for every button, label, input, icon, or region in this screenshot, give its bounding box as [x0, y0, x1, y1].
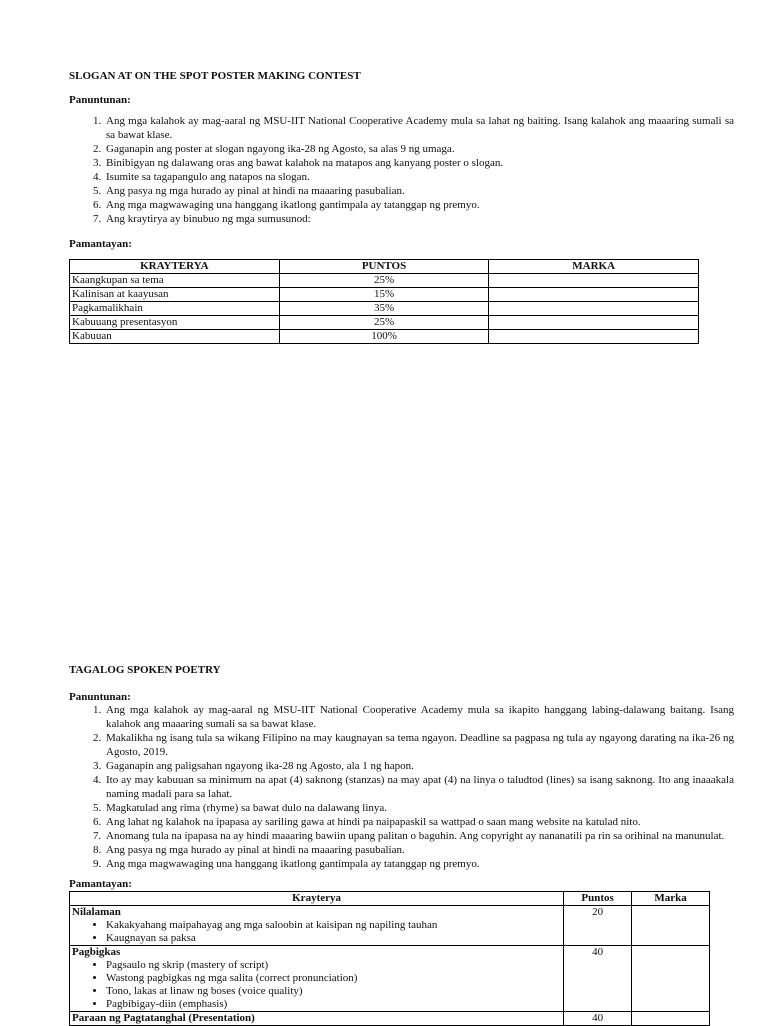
- list-item: 8. Ang pasya ng mga hurado ay pinal at hindi na maaaring pasubalian.: [104, 843, 734, 857]
- criteria-cell: [70, 1012, 564, 1026]
- table-cell: 100%: [279, 330, 489, 344]
- table-header-cell: KRAYTERYA: [70, 260, 280, 274]
- section2-rules-list: [69, 703, 734, 871]
- list-item: • Tono, lakas at linaw ng boses (voice quality): [106, 985, 561, 998]
- criteria-category: Pagbigkas: [72, 946, 121, 958]
- table-cell: [489, 288, 699, 302]
- table-header-cell: MARKA: [489, 260, 699, 274]
- list-item: • Pagsaulo ng skrip (mastery of script): [106, 959, 561, 972]
- list-item: 4. Ito ay may kabuuan sa minimum na apat (4) saknong (stanzas) na may apat (4) na linya o taludtod (lines) sa isang saknong. Ito ang inaaakala naming madali para sa lahat.: [104, 773, 734, 801]
- table-row: [70, 906, 710, 946]
- criteria-items: [72, 959, 561, 1011]
- table-cell: Kalinisan at kaayusan: [70, 288, 280, 302]
- table-row: [70, 274, 699, 288]
- criteria-category: Nilalaman: [72, 906, 121, 918]
- list-item: 9. Ang mga magwawaging una hanggang ikatlong gantimpala ay tatanggap ng premyo.: [104, 857, 734, 871]
- list-item: 1. Ang mga kalahok ay mag-aaral ng MSU-IIT National Cooperative Academy mula sa lahat ng baiting. Isang kalahok ang maaaring sumali sa sa bawat klase.: [104, 114, 734, 142]
- list-item: 5. Ang pasya ng mga hurado ay pinal at hindi na maaaring pasubalian.: [104, 184, 734, 198]
- table-row: [70, 288, 699, 302]
- criteria-cell: [70, 906, 564, 946]
- score-cell: [632, 946, 710, 1012]
- table-header-row: [70, 260, 699, 274]
- list-item: 2. Gaganapin ang poster at slogan ngayong ika-28 ng Agosto, sa alas 9 ng umaga.: [104, 142, 734, 156]
- section1-rules-heading: Panuntunan:: [69, 94, 131, 106]
- table-row: [70, 1012, 710, 1026]
- section2-title: TAGALOG SPOKEN POETRY: [69, 664, 221, 676]
- table-header-cell: PUNTOS: [279, 260, 489, 274]
- list-item: 3. Gaganapin ang paligsahan ngayong ika-28 ng Agosto, ala 1 ng hapon.: [104, 759, 734, 773]
- table-cell: [489, 302, 699, 316]
- list-item: 1. Ang mga kalahok ay mag-aaral ng MSU-IIT National Cooperative Academy mula sa ikapito hanggang labing-dalawang baitang. Isang kalahok ang maaaring sumali sa sa bawat klase.: [104, 703, 734, 731]
- table-row: [70, 946, 710, 1012]
- score-cell: [632, 1012, 710, 1026]
- list-item: 7. Anomang tula na ipapasa na ay hindi maaaring bawiin upang palitan o baguhin. Ang copyright ay nananatili pa rin sa orihinal na manunulat.: [104, 829, 734, 843]
- points-cell: 40: [564, 1012, 632, 1026]
- table-cell: 25%: [279, 316, 489, 330]
- criteria-category: Paraan ng Pagtatanghal (Presentation): [72, 1012, 255, 1024]
- table-cell: [489, 330, 699, 344]
- list-item: 4. Isumite sa tagapangulo ang natapos na slogan.: [104, 170, 734, 184]
- section2-criteria-table: [69, 891, 710, 1026]
- list-item: 2. Makalikha ng isang tula sa wikang Filipino na may kaugnayan sa tema ngayon. Deadline sa pagpasa ng tula ay ngayong darating na ika-26 ng Agosto, 2019.: [104, 731, 734, 759]
- table-cell: 35%: [279, 302, 489, 316]
- section1-rules-list: [69, 114, 734, 226]
- table-header-cell: Marka: [632, 892, 710, 906]
- table-cell: Kaangkupan sa tema: [70, 274, 280, 288]
- table-row: [70, 316, 699, 330]
- points-cell: 40: [564, 946, 632, 1012]
- list-item: • Pagbibigay-diin (emphasis): [106, 998, 561, 1011]
- table-cell: Kabuuang presentasyon: [70, 316, 280, 330]
- table-cell: Pagkamalikhain: [70, 302, 280, 316]
- list-item: • Kaugnayan sa paksa: [106, 932, 561, 945]
- table-cell: 15%: [279, 288, 489, 302]
- criteria-cell: [70, 946, 564, 1012]
- score-cell: [632, 906, 710, 946]
- table-cell: [489, 316, 699, 330]
- list-item: 6. Ang mga magwawaging una hanggang ikatlong gantimpala ay tatanggap ng premyo.: [104, 198, 734, 212]
- table-row: [70, 330, 699, 344]
- points-cell: 20: [564, 906, 632, 946]
- list-item: 6. Ang lahat ng kalahok na ipapasa ay sariling gawa at hindi pa naipapaskil sa wattpad o saan mang website na katulad nito.: [104, 815, 734, 829]
- list-item: 7. Ang kraytirya ay binubuo ng mga sumusunod:: [104, 212, 734, 226]
- table-header-cell: Krayterya: [70, 892, 564, 906]
- criteria-items: [72, 919, 561, 945]
- table-cell: 25%: [279, 274, 489, 288]
- list-item: 3. Binibigyan ng dalawang oras ang bawat kalahok na matapos ang kanyang poster o slogan.: [104, 156, 734, 170]
- table-cell: Kabuuan: [70, 330, 280, 344]
- section2-rules-heading: Panuntunan:: [69, 691, 131, 703]
- list-item: • Wastong pagbigkas ng mga salita (correct pronunciation): [106, 972, 561, 985]
- table-row: [70, 302, 699, 316]
- list-item: • Kakakyahang maipahayag ang mga saloobin at kaisipan ng napiling tauhan: [106, 919, 561, 932]
- section2-criteria-heading: Pamantayan:: [69, 878, 132, 890]
- table-header-row: [70, 892, 710, 906]
- table-cell: [489, 274, 699, 288]
- list-item: 5. Magkatulad ang rima (rhyme) sa bawat dulo na dalawang linya.: [104, 801, 734, 815]
- section1-criteria-heading: Pamantayan:: [69, 238, 132, 250]
- section1-criteria-table: [69, 259, 699, 344]
- table-header-cell: Puntos: [564, 892, 632, 906]
- section1-title: SLOGAN AT ON THE SPOT POSTER MAKING CONTEST: [69, 70, 361, 82]
